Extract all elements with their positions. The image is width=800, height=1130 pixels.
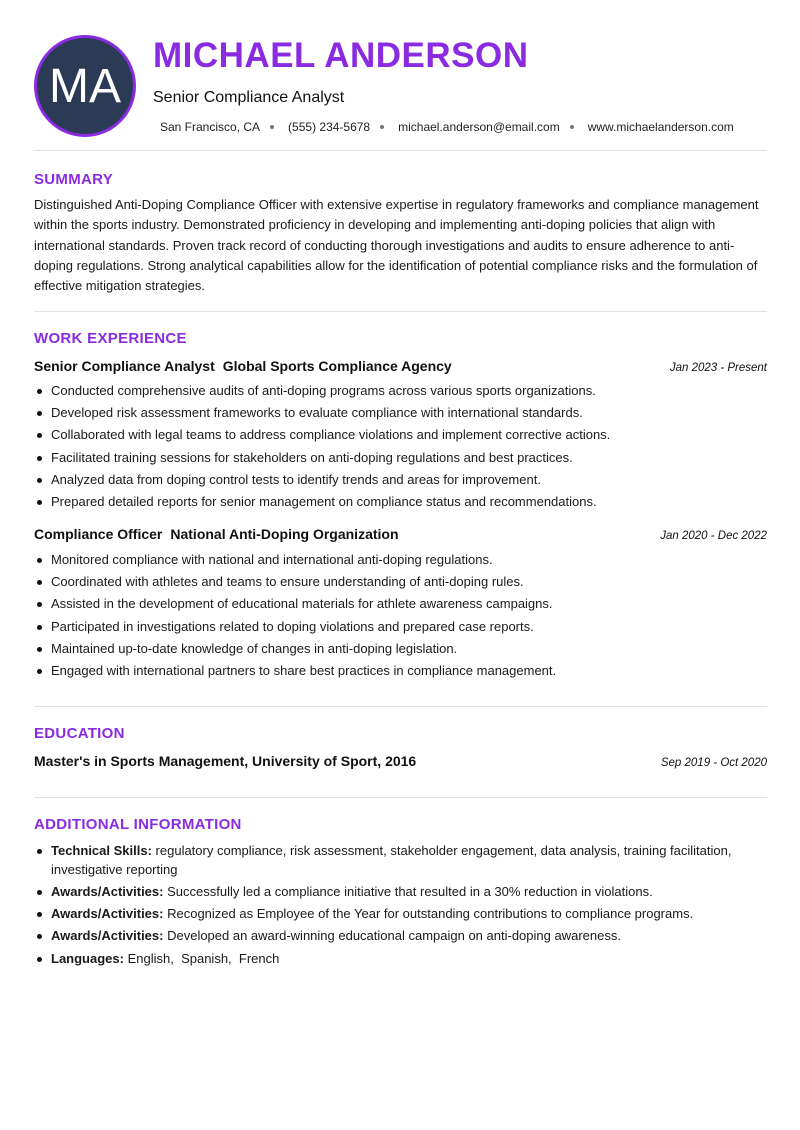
job-company: Global Sports Compliance Agency xyxy=(222,358,452,374)
item-label: Awards/Activities: xyxy=(51,883,164,899)
list-item: Developed risk assessment frameworks to evaluate compliance with international standards. xyxy=(34,402,767,424)
avatar-initials: MA xyxy=(49,59,121,113)
separator-dot xyxy=(380,125,384,129)
list-item: Conducted comprehensive audits of anti-doping programs across various sports organizations. xyxy=(34,380,767,402)
list-item: Assisted in the development of educational materials for athlete awareness campaigns. xyxy=(34,593,767,615)
list-item: Facilitated training sessions for stakeholders on anti-doping regulations and best practices. xyxy=(34,447,767,469)
item-text: Successfully led a compliance initiative that resulted in a 30% reduction in violations. xyxy=(167,883,653,899)
list-item: Analyzed data from doping control tests to identify trends and areas for improvement. xyxy=(34,469,767,491)
job-role: Compliance Officer xyxy=(34,526,163,542)
summary-text: Distinguished Anti-Doping Compliance Officer with extensive expertise in regulatory frameworks and compliance management within the sports industry. Demonstrated proficiency in developing and implementing anti-doping policies that align with international standards. Proven track record of conducting thorough investigations and audits to ensure adherence to anti-doping regulations. Strong analytical capabilities allow for the identification of potential compliance risks and the formulation of effective mitigation strategies. xyxy=(34,197,759,294)
list-item: Maintained up-to-date knowledge of changes in anti-doping legislation. xyxy=(34,638,767,660)
list-item: Engaged with international partners to share best practices in compliance management. xyxy=(34,660,767,682)
divider xyxy=(34,797,767,798)
job-role-company xyxy=(34,526,399,542)
list-item xyxy=(34,950,767,969)
job-role: Senior Compliance Analyst xyxy=(34,358,215,374)
item-label: Languages: xyxy=(51,951,124,966)
summary-heading: SUMMARY xyxy=(34,171,114,188)
job-bullets xyxy=(34,380,767,513)
divider xyxy=(34,150,767,151)
list-item: Participated in investigations related to doping violations and prepared case reports. xyxy=(34,616,767,638)
candidate-name: MICHAEL ANDERSON xyxy=(153,36,529,75)
education-degree: Master's in Sports Management, University of Sport, 2016 xyxy=(34,753,417,769)
job-bullets xyxy=(34,549,767,682)
job-role-company xyxy=(34,358,452,374)
list-item xyxy=(34,883,767,902)
job-dates: Jan 2020 - Dec 2022 xyxy=(660,530,767,542)
list-item xyxy=(34,905,767,924)
separator-dot xyxy=(570,125,574,129)
contact-location: San Francisco, CA xyxy=(160,120,261,134)
avatar xyxy=(34,35,136,137)
contact-phone: (555) 234-5678 xyxy=(288,120,371,134)
list-item: Prepared detailed reports for senior management on compliance status and recommendations. xyxy=(34,491,767,513)
job-company: National Anti-Doping Organization xyxy=(170,526,399,542)
job-title: Senior Compliance Analyst xyxy=(153,89,345,106)
education-heading: EDUCATION xyxy=(34,725,125,742)
job-header xyxy=(34,526,767,542)
additional-heading: ADDITIONAL INFORMATION xyxy=(34,816,242,833)
divider xyxy=(34,706,767,707)
list-item xyxy=(34,927,767,946)
contact-email[interactable]: michael.anderson@email.com xyxy=(398,120,560,134)
item-label: Awards/Activities: xyxy=(51,905,164,921)
job-header xyxy=(34,358,767,374)
additional-list xyxy=(34,842,767,972)
list-item xyxy=(34,842,767,879)
item-text: English, Spanish, French xyxy=(127,951,280,966)
item-text: Developed an award-winning educational campaign on anti-doping awareness. xyxy=(167,927,621,943)
divider xyxy=(34,311,767,312)
contact-website[interactable]: www.michaelanderson.com xyxy=(587,120,734,134)
separator-dot xyxy=(270,125,274,129)
list-item: Monitored compliance with national and international anti-doping regulations. xyxy=(34,549,767,571)
experience-heading: WORK EXPERIENCE xyxy=(34,330,187,347)
item-label: Awards/Activities: xyxy=(51,927,164,943)
list-item: Coordinated with athletes and teams to ensure understanding of anti-doping rules. xyxy=(34,571,767,593)
education-entry xyxy=(34,753,767,769)
contact-line xyxy=(160,120,734,134)
job-dates: Jan 2023 - Present xyxy=(669,362,767,374)
education-dates: Sep 2019 - Oct 2020 xyxy=(660,757,767,769)
item-text: regulatory compliance, risk assessment, stakeholder engagement, data analysis, training facilitation, investigative reporting xyxy=(51,843,732,877)
item-text: Recognized as Employee of the Year for outstanding contributions to compliance programs. xyxy=(167,905,694,921)
list-item: Collaborated with legal teams to address compliance violations and implement corrective actions. xyxy=(34,424,767,446)
item-label: Technical Skills: xyxy=(51,843,152,858)
